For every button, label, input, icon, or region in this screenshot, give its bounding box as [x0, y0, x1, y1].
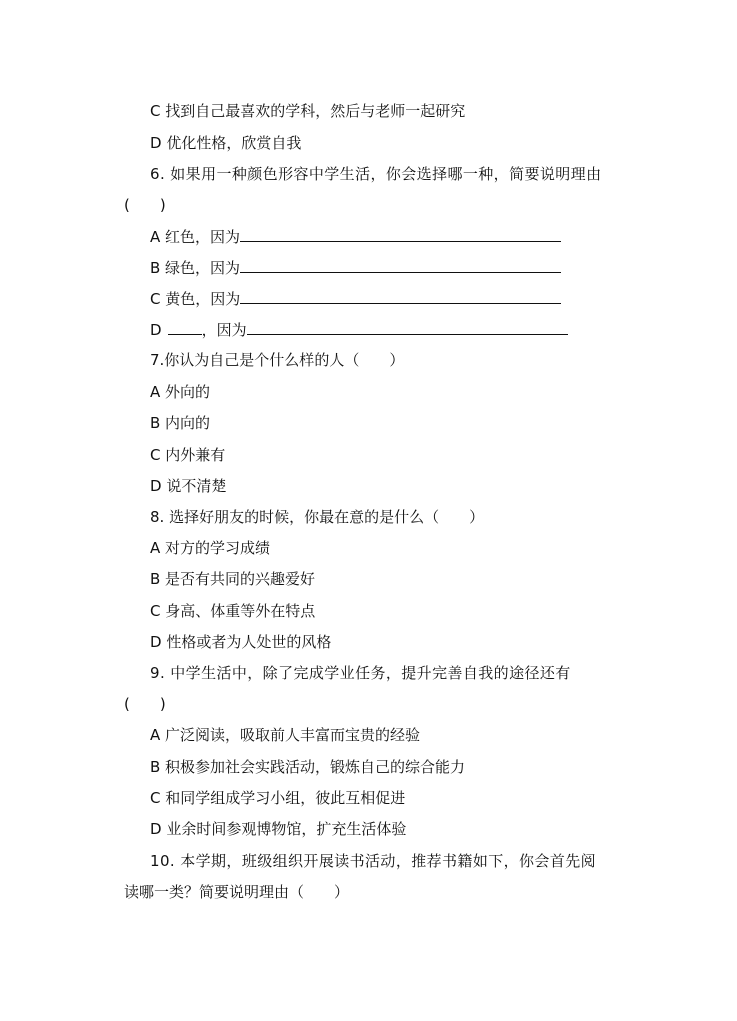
q6-option-b: [150, 257, 561, 278]
q5-option-d: D 优化性格，欣赏自我: [150, 134, 302, 152]
q7-option-c: C 内外兼有: [150, 446, 226, 464]
q6-option-a-label: A 红色，因为: [150, 228, 241, 246]
q6-option-b-blank[interactable]: [240, 257, 561, 273]
q9-option-b: B 积极参加社会实践活动，锻炼自己的综合能力: [150, 758, 466, 776]
q6-option-c-label: C 黄色，因为: [150, 290, 241, 308]
q6-option-c-blank[interactable]: [240, 288, 561, 304]
q9-answer-paren: ( ): [124, 695, 166, 713]
q6-stem: 6. 如果用一种颜色形容中学生活，你会选择哪一种，简要说明理由: [150, 165, 602, 183]
q8-option-d: D 性格或者为人处世的风格: [150, 633, 332, 651]
q6-option-d-label: ，因为: [201, 321, 247, 339]
q9-stem: 9. 中学生活中，除了完成学业任务，提升完善自我的途径还有: [150, 664, 571, 682]
q6-option-c: [150, 288, 561, 309]
q9-option-d: D 业余时间参观博物馆，扩充生活体验: [150, 820, 407, 838]
q7-option-d: D 说不清楚: [150, 477, 227, 495]
q6-answer-paren: ( ): [124, 196, 166, 214]
q9-option-a: A 广泛阅读，吸取前人丰富而宝贵的经验: [150, 726, 421, 744]
q7-option-b: B 内向的: [150, 414, 211, 432]
q6-option-d: [150, 319, 568, 340]
q5-option-c: C 找到自己最喜欢的学科，然后与老师一起研究: [150, 102, 466, 120]
q6-option-d-letter: D: [150, 321, 162, 339]
q10-stem-continuation: 读哪一类？简要说明理由（ ）: [124, 883, 350, 901]
q6-option-d-blank[interactable]: [247, 319, 568, 335]
q7-option-a: A 外向的: [150, 383, 211, 401]
q6-option-a-blank[interactable]: [240, 226, 561, 242]
q8-option-a: A 对方的学习成绩: [150, 539, 271, 557]
q8-option-b: B 是否有共同的兴趣爱好: [150, 570, 316, 588]
q7-stem: 7.你认为自己是个什么样的人（ ）: [150, 351, 405, 369]
q6-option-b-label: B 绿色，因为: [150, 259, 241, 277]
q10-stem: 10. 本学期，班级组织开展读书活动，推荐书籍如下，你会首先阅: [150, 852, 597, 870]
q6-option-d-color-blank[interactable]: [168, 319, 202, 335]
q8-stem: 8. 选择好朋友的时候，你最在意的是什么（ ）: [150, 508, 485, 526]
q6-option-a: [150, 226, 561, 247]
q8-option-c: C 身高、体重等外在特点: [150, 602, 316, 620]
q9-option-c: C 和同学组成学习小组，彼此互相促进: [150, 789, 406, 807]
